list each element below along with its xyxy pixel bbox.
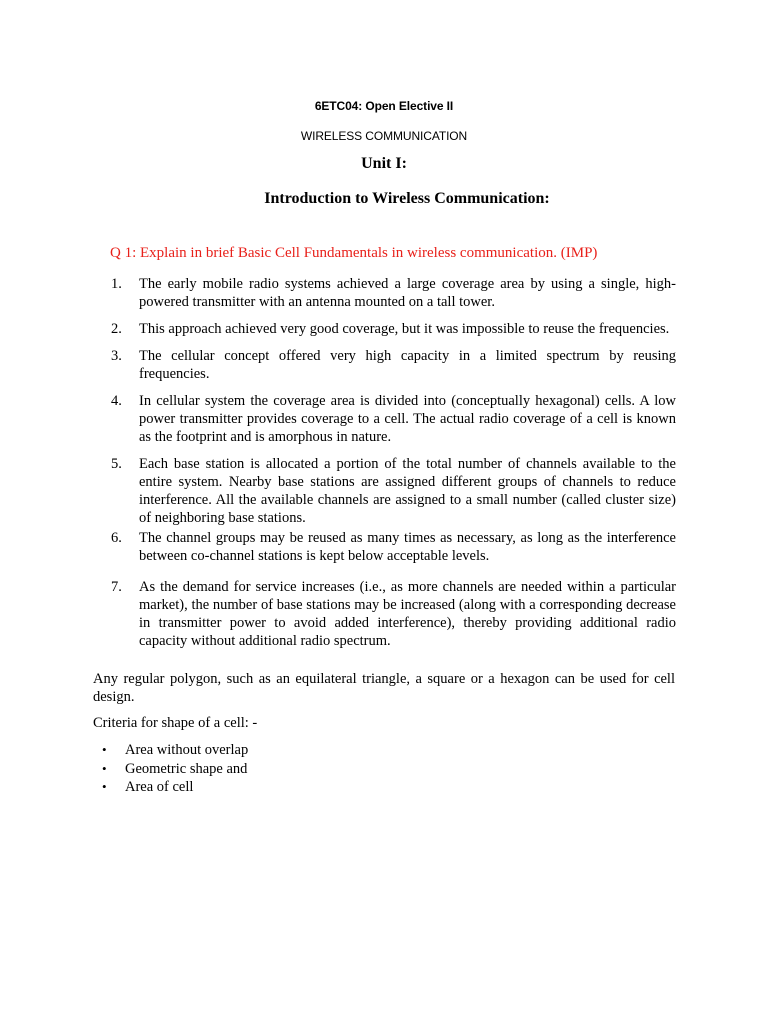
bullet-item [102,760,248,779]
list-item [111,320,676,338]
criteria-list [102,741,248,797]
bullet-icon: • [102,779,107,794]
bullet-icon: • [102,760,107,776]
bullet-icon: • [102,742,107,757]
item-text: This approach achieved very good coverage, but it was impossible to reuse the frequencies. [139,321,670,337]
list-item [111,275,676,311]
item-text: As the demand for service increases (i.e., as more channels are needed within a particular market), the number of base stations may be increased (along with a corresponding decrease in transmitter power to avoid added interference), thereby providing additional radio capacity without additional radio spectrum. [139,579,676,649]
item-number: 6. [111,530,122,546]
bullet-text: Geometric shape and [125,760,248,777]
points-list [111,275,676,650]
course-code: 6ETC04: Open Elective II [314,99,454,113]
bullet-text: Area of cell [125,779,194,795]
bullet-item [102,778,248,797]
list-item [111,392,676,446]
criteria-heading: Criteria for shape of a cell: - [93,715,258,731]
bullet-item [102,741,248,760]
polygon-paragraph: Any regular polygon, such as an equilateral triangle, a square or a hexagon can be used for cell design. [93,671,675,705]
item-text: Each base station is allocated a portion of the total number of channels available to the entire system. Nearby base stations are assigned different groups of channels to reduce interference. All the available channels are assigned to a small number (called cluster size) of neighboring base stations. [139,456,676,526]
bullet-text: Area without overlap [125,742,249,758]
list-item [111,529,676,565]
course-title: WIRELESS COMMUNICATION [300,129,468,143]
item-number: 7. [111,579,122,595]
item-number: 1. [111,276,122,292]
item-text: In cellular system the coverage area is divided into (conceptually hexagonal) cells. A low power transmitter provides coverage to a cell. The actual radio coverage of a cell is known as the footprint and is amorphous in nature. [139,393,676,445]
item-number: 2. [111,321,122,337]
question-heading: Q 1: Explain in brief Basic Cell Fundamentals in wireless communication. (IMP) [110,245,598,261]
item-text: The early mobile radio systems achieved a large coverage area by using a single, high-powered transmitter with an antenna mounted on a tall tower. [139,276,676,310]
item-number: 5. [111,456,122,472]
item-number: 4. [111,393,122,409]
list-item [111,455,676,527]
item-text: The cellular concept offered very high capacity in a limited spectrum by reusing frequencies. [139,348,676,382]
item-number: 3. [111,348,122,364]
item-text: The channel groups may be reused as many times as necessary, as long as the interference between co-channel stations is kept below acceptable levels. [139,530,676,564]
list-item [111,578,676,650]
list-item [111,347,676,383]
chapter-heading: Introduction to Wireless Communication: [264,190,550,207]
unit-heading: Unit I: [361,155,407,172]
